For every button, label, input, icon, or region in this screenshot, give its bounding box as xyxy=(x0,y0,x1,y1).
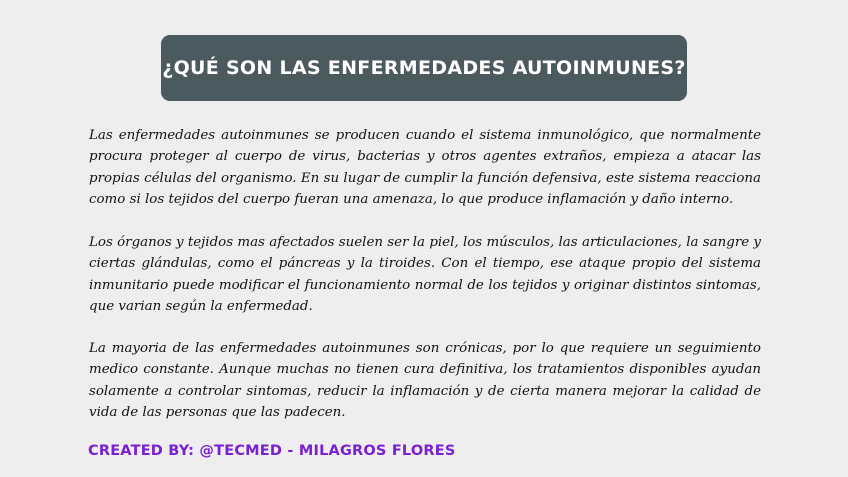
paragraph-affected-organs: Los órganos y tejidos mas afectados suelen ser la piel, los músculos, las articulaciones, la sangre y ciertas glándulas, como el páncreas y la tiroides. Con el tiempo, ese ataque propio del sistema inmunitario puede modificar el funcionamiento normal de los tejidos y originar distintos sintomas, que varian según la enfermedad. xyxy=(89,235,761,314)
page-title: ¿QUÉ SON LAS ENFERMEDADES AUTOINMUNES? xyxy=(162,57,686,79)
title-banner xyxy=(161,35,687,101)
paragraph-definition: Las enfermedades autoinmunes se producen cuando el sistema inmunológico, que normalmente procura proteger al cuerpo de virus, bacterias y otros agentes extraños, empieza a atacar las propias células del organismo. En su lugar de cumplir la función defensiva, este sistema reacciona como si los tejidos del cuerpo fueran una amenaza, lo que produce inflamación y daño interno. xyxy=(89,128,761,207)
paragraph-treatment: La mayoria de las enfermedades autoinmunes son crónicas, por lo que requiere un seguimiento medico constante. Aunque muchas no tienen cura definitiva, los tratamientos disponibles ayudan solamente a controlar sintomas, reducir la inflamación y de cierta manera mejorar la calidad de vida de las personas que las padecen. xyxy=(89,341,761,420)
author-credit: CREATED BY: @TECMED - MILAGROS FLORES xyxy=(88,443,456,459)
